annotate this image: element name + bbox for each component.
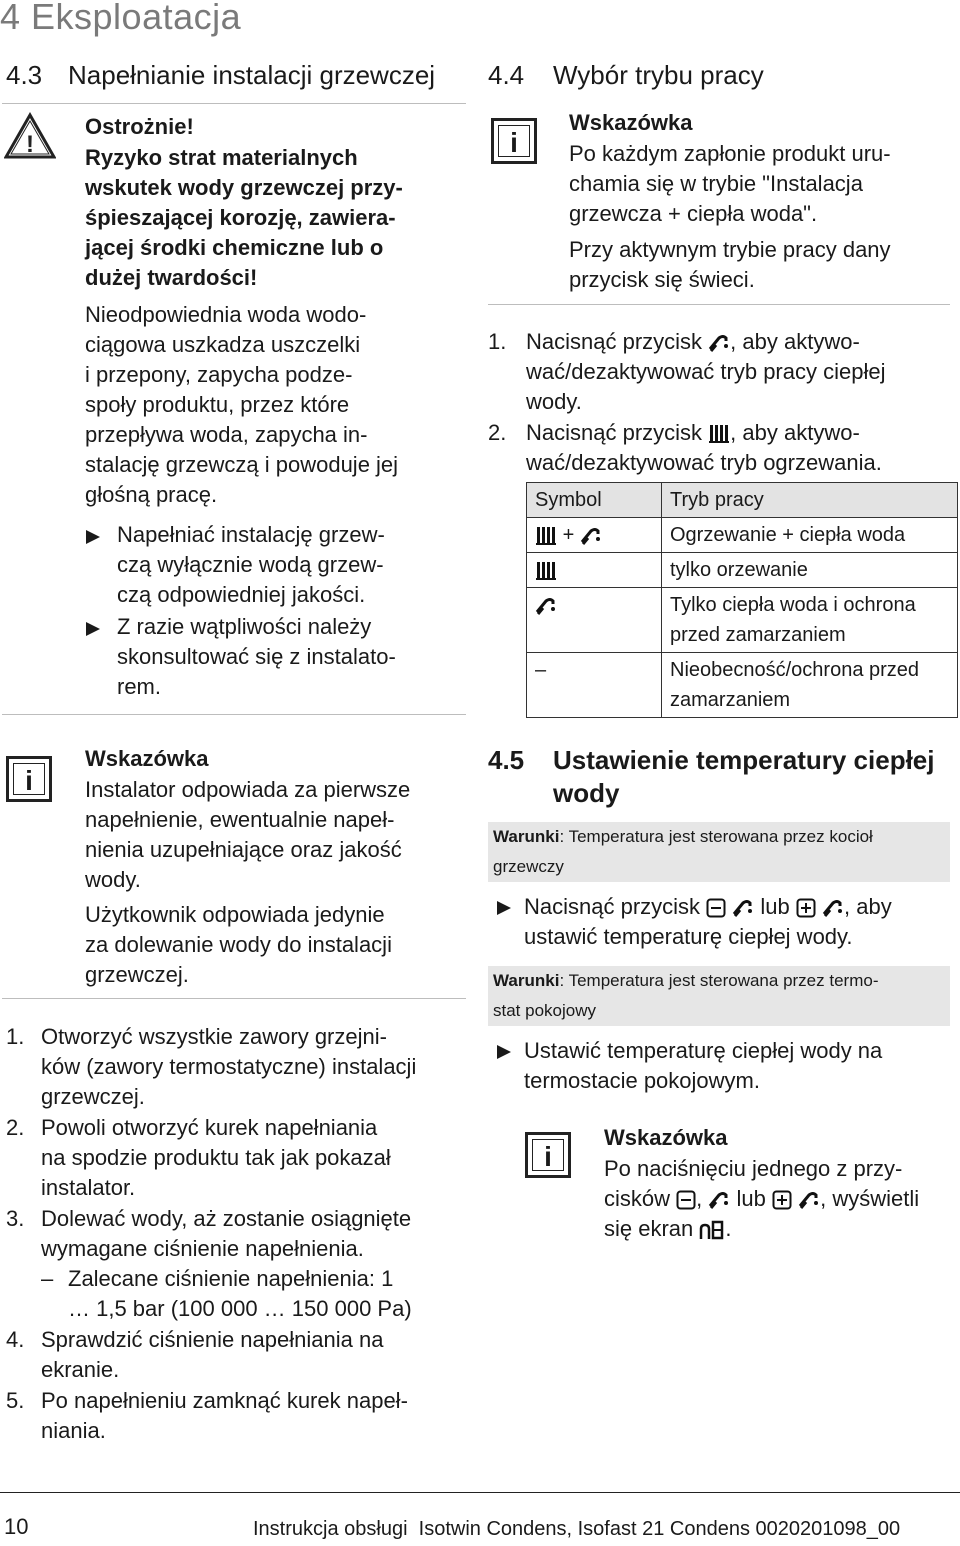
condition-label: Warunki [493, 971, 560, 990]
step-text: , aby aktywo- [730, 420, 860, 445]
step-line: wać/dezaktywować tryb pracy ciepłej [526, 359, 886, 384]
note-line: chamia się w trybie "Instalacja [569, 171, 863, 196]
cell-line: Nieobecność/ochrona przed [670, 659, 920, 681]
hot-water-tap-icon [822, 897, 844, 919]
caution-heading: Ostrożnie! [85, 114, 194, 139]
table-header: Symbol [527, 483, 662, 518]
dash: – [41, 1266, 54, 1291]
section-title: Napełnianie instalacji grzewczej [68, 60, 436, 90]
hot-water-tap-icon [708, 1189, 730, 1211]
note-line: za dolewanie wody do instalacji [85, 932, 392, 957]
note-line: grzewczej. [85, 962, 189, 987]
table-cell: Ogrzewanie + ciepła woda [662, 518, 958, 553]
sub-line: … 1,5 bar (100 000 … 150 000 Pa) [68, 1296, 412, 1321]
step-text: Nacisnąć przycisk [526, 329, 703, 354]
table-cell-symbol [527, 588, 662, 653]
step-number: 2. [488, 420, 507, 445]
note-line: nienia uzupełniające oraz jakość [85, 837, 402, 862]
condition-text: : Temperatura jest sterowana przez kocioł [559, 827, 873, 846]
bullet-line: Ustawić temperaturę ciepłej wody na [524, 1038, 883, 1063]
section-number: 4.3 [6, 60, 43, 90]
plus-button-icon [772, 1190, 792, 1210]
sub-line: Zalecane ciśnienie napełnienia: 1 [68, 1266, 394, 1291]
minus-button-icon [676, 1190, 696, 1210]
bullet-text: Nacisnąć przycisk [524, 894, 701, 919]
note-para-2 [85, 900, 392, 990]
table-cell-symbol: – [527, 653, 662, 718]
section-title: Ustawienie temperatury ciepłej [553, 745, 935, 775]
hot-water-tap-icon [580, 525, 602, 547]
section-title: Wybór trybu pracy [553, 60, 764, 90]
table-cell [662, 653, 958, 718]
step-line: wody. [526, 389, 582, 414]
caution-title [85, 143, 403, 293]
step-line: wać/dezaktywować tryb ogrzewania. [526, 450, 882, 475]
step-line: ekranie. [41, 1357, 120, 1382]
bullet-arrow-icon [86, 622, 100, 636]
note-text: , wyświetli [820, 1186, 920, 1211]
table-cell: tylko orzewanie [662, 553, 958, 588]
note-text: , [696, 1186, 703, 1211]
radiator-icon [535, 525, 557, 547]
section-number: 4.5 [488, 745, 525, 775]
bullet-arrow-icon [86, 530, 100, 544]
section-title: wody [553, 778, 620, 808]
divider [2, 998, 466, 999]
chapter-title: 4 Eksploatacja [0, 0, 242, 37]
caution-line: jącej środki chemiczne lub o [85, 235, 384, 260]
bullet-arrow-icon [497, 1045, 511, 1059]
footer-text: Instrukcja obsługi Isotwin Condens, Isofast 21 Condens 0020201098_00 [253, 1518, 901, 1540]
body-line: społy produktu, przez które [85, 392, 350, 417]
step-line: Powoli otworzyć kurek napełniania [41, 1115, 378, 1140]
body-line: głośną pracę. [85, 482, 218, 507]
bullet-line: termostacie pokojowym. [524, 1068, 760, 1093]
note-para-1 [569, 139, 891, 229]
hot-water-tap-icon [708, 332, 730, 354]
step-line: Po napełnieniu zamknąć kurek napeł- [41, 1388, 408, 1413]
body-line: stalację grzewczą i powoduje jej [85, 452, 399, 477]
step-number: 3. [6, 1206, 25, 1231]
body-line: przepływa woda, zapycha in- [85, 422, 368, 447]
caution-line: dużej twardości! [85, 265, 258, 290]
body-line: ciągowa uszkadza uszczelki [85, 332, 361, 357]
display-segment-icon [699, 1219, 725, 1241]
caution-line: Ryzyko strat materialnych [85, 145, 358, 170]
bullet-line: Napełniać instalację grzew- [117, 522, 385, 547]
divider [2, 714, 466, 715]
note-line: Instalator odpowiada za pierwsze [85, 777, 411, 802]
bullet-arrow-icon [497, 901, 511, 915]
note-line: napełnienie, ewentualnie napeł- [85, 807, 395, 832]
page-number: 10 [4, 1514, 29, 1539]
temp-bullet-1 [524, 892, 892, 952]
step-line: Otworzyć wszystkie zawory grzejni- [41, 1024, 387, 1049]
bullet-line: ustawić temperaturę ciepłej wody. [524, 924, 853, 949]
hot-water-tap-icon [732, 897, 754, 919]
caution-body [85, 300, 398, 510]
cell-line: przed zamarzaniem [670, 624, 846, 646]
note-heading: Wskazówka [85, 746, 209, 771]
bullet-text: , aby [844, 894, 892, 919]
step-text: Nacisnąć przycisk [526, 420, 703, 445]
table-row [527, 553, 958, 588]
note-line: Po każdym zapłonie produkt uru- [569, 141, 891, 166]
note-text: lub [736, 1186, 766, 1211]
note-line: wody. [85, 867, 141, 892]
condition-text: stat pokojowy [493, 1001, 596, 1020]
cell-line: zamarzaniem [670, 689, 791, 711]
note-para-1 [85, 775, 410, 895]
step-line: Sprawdzić ciśnienie napełniania na [41, 1327, 384, 1352]
condition-box-1 [488, 822, 950, 882]
caution-line: śpieszającej korozję, zawiera- [85, 205, 396, 230]
body-line: Nieodpowiednia woda wodo- [85, 302, 367, 327]
table-row [527, 653, 958, 718]
bullet-line: skonsultować się z instalato- [117, 644, 396, 669]
minus-button-icon [706, 898, 726, 918]
bullet-line: Z razie wątpliwości należy [117, 614, 372, 639]
step-line: wymagane ciśnienie napełnienia. [41, 1236, 364, 1261]
bullet-line: czą wyłącznie wodą grzew- [117, 552, 384, 577]
step-number: 2. [6, 1115, 25, 1140]
svg-text:!: ! [26, 131, 34, 158]
info-icon: i [6, 756, 52, 802]
condition-text: grzewczy [493, 857, 564, 876]
note-line: grzewcza + ciepła woda". [569, 201, 818, 226]
footer-rule [0, 1492, 960, 1493]
step-number: 1. [488, 329, 507, 354]
note-heading: Wskazówka [604, 1125, 728, 1150]
hot-water-tap-icon [535, 595, 557, 617]
plus-button-icon [796, 898, 816, 918]
bullet-text: lub [760, 894, 790, 919]
caution-bullet-1 [117, 520, 385, 610]
step-number: 4. [6, 1327, 25, 1352]
mode-table [526, 482, 958, 718]
bullet-line: czą odpowiedniej jakości. [117, 582, 366, 607]
note-text: . [725, 1216, 732, 1241]
note-line: przycisk się świeci. [569, 267, 755, 292]
note-line: Po naciśnięciu jednego z przy- [604, 1156, 903, 1181]
hot-water-tap-icon [798, 1189, 820, 1211]
note-line: Przy aktywnym trybie pracy dany [569, 237, 891, 262]
step-line: niania. [41, 1418, 106, 1443]
note-text: cisków [604, 1186, 671, 1211]
note-line: Użytkownik odpowiada jedynie [85, 902, 385, 927]
step-number: 1. [6, 1024, 25, 1049]
note-para-2 [569, 235, 891, 295]
table-cell-symbol [527, 518, 662, 553]
cell-line: Tylko ciepła woda i ochrona [670, 594, 916, 616]
table-row [527, 518, 958, 553]
step-text: , aby aktywo- [730, 329, 860, 354]
temp-bullet-2 [524, 1036, 882, 1096]
step-line: na spodzie produktu tak jak pokazał [41, 1145, 391, 1170]
step-line: Dolewać wody, aż zostanie osiągnięte [41, 1206, 412, 1231]
info-icon: i [491, 118, 537, 164]
radiator-icon [535, 560, 557, 582]
table-header: Tryb pracy [662, 483, 958, 518]
plus-sign: + [562, 524, 575, 546]
section-number: 4.4 [488, 60, 525, 90]
condition-text: : Temperatura jest sterowana przez termo- [559, 971, 879, 990]
condition-box-2 [488, 966, 950, 1026]
note-body [604, 1154, 919, 1244]
table-cell-symbol [527, 553, 662, 588]
note-text: się ekran [604, 1216, 694, 1241]
bullet-line: rem. [117, 674, 161, 699]
info-icon: i [525, 1132, 571, 1178]
table-cell [662, 588, 958, 653]
note-heading: Wskazówka [569, 110, 693, 135]
step-line: grzewczej. [41, 1084, 145, 1109]
caution-bullet-2 [117, 612, 396, 702]
step-number: 5. [6, 1388, 25, 1413]
body-line: i przepony, zapycha podze- [85, 362, 353, 387]
divider [488, 304, 950, 305]
table-row [527, 588, 958, 653]
caution-line: wskutek wody grzewczej przy- [85, 175, 403, 200]
condition-label: Warunki [493, 827, 560, 846]
radiator-icon [708, 423, 730, 445]
step-line: ków (zawory termostatyczne) instalacji [41, 1054, 417, 1079]
divider [2, 103, 466, 104]
step-line: instalator. [41, 1175, 136, 1200]
warning-triangle-icon [4, 112, 56, 160]
